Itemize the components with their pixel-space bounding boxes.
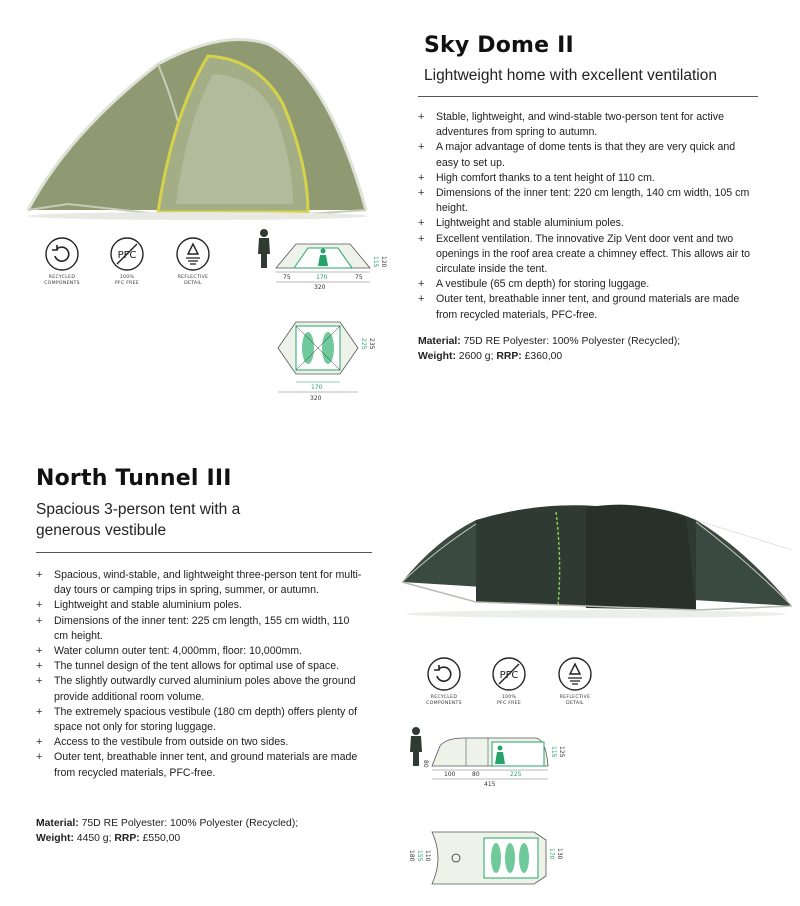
badge-caption: 100% PFC FREE (496, 695, 522, 706)
pfc-icon (109, 236, 145, 272)
feature-item: + High comfort thanks to a tent height of 110 cm. (418, 171, 758, 186)
badge-caption: REFLECTIVE DETAIL (559, 695, 591, 706)
feature-item: + Lightweight and stable aluminium poles. (36, 598, 366, 613)
sky-dome-feature-list (418, 110, 758, 323)
svg-text:125: 125 (558, 746, 565, 758)
feature-item: + The slightly outwardly curved aluminium poles above the ground provide additional room volume. (36, 674, 366, 704)
svg-text:225: 225 (510, 771, 522, 778)
svg-text:100: 100 (444, 771, 456, 778)
svg-text:225: 225 (360, 338, 367, 350)
north-tunnel-tent-photo (396, 490, 796, 630)
svg-text:320: 320 (314, 284, 326, 291)
feature-item: + Dimensions of the inner tent: 220 cm length, 140 cm width, 105 cm height. (418, 186, 758, 216)
badge-recycled (36, 236, 88, 287)
svg-text:320: 320 (310, 395, 322, 402)
svg-text:170: 170 (311, 384, 323, 391)
svg-text:80: 80 (422, 760, 429, 768)
north-tunnel-top-diagram (404, 826, 564, 890)
svg-text:415: 415 (484, 781, 496, 788)
svg-text:120: 120 (380, 256, 387, 268)
feature-item: + Lightweight and stable aluminium poles. (418, 216, 758, 231)
svg-text:115: 115 (372, 256, 379, 268)
pfc-icon (491, 656, 527, 692)
badge-pfc-free (101, 236, 153, 287)
sky-dome-divider (418, 96, 758, 97)
badge-recycled (418, 656, 470, 707)
feature-item: + Dimensions of the inner tent: 225 cm length, 155 cm width, 110 cm height. (36, 614, 366, 644)
svg-text:PFC: PFC (117, 250, 137, 261)
svg-text:75: 75 (355, 274, 363, 281)
reflective-icon (557, 656, 593, 692)
badge-reflective (549, 656, 601, 707)
north-tunnel-feature-list (36, 568, 366, 781)
person-silhouette (258, 229, 270, 268)
sky-dome-specs: Material: 75D RE Polyester: 100% Polyester (Recycled); Weight: 2600 g; RRP: £360,00 (418, 336, 681, 362)
svg-text:155: 155 (416, 850, 423, 862)
north-tunnel-title: North Tunnel III (36, 466, 232, 491)
badge-pfc-free (483, 656, 535, 707)
badge-caption: 100% PFC FREE (114, 275, 140, 286)
svg-text:110: 110 (424, 850, 431, 862)
person-silhouette (410, 727, 422, 766)
badge-caption: RECYCLED COMPONENTS (426, 695, 462, 706)
feature-item: + Outer tent, breathable inner tent, and ground materials are made from recycled materials, PFC-free. (418, 292, 758, 322)
north-tunnel-side-diagram (404, 724, 564, 790)
sky-dome-title: Sky Dome II (424, 33, 574, 58)
north-tunnel-subtitle: Spacious 3-person tent with a generous vestibule (36, 501, 241, 539)
sky-dome-side-diagram (250, 226, 390, 294)
feature-item: + Access to the vestibule from outside on two sides. (36, 735, 366, 750)
recycle-icon (44, 236, 80, 272)
svg-text:235: 235 (368, 338, 375, 350)
svg-text:80: 80 (472, 771, 480, 778)
sky-dome-top-diagram (268, 318, 380, 408)
svg-text:130: 130 (556, 848, 563, 860)
svg-text:170: 170 (316, 274, 328, 281)
reflective-icon (175, 236, 211, 272)
north-tunnel-divider (36, 552, 372, 553)
svg-text:75: 75 (283, 274, 291, 281)
feature-item: + A major advantage of dome tents is that they are very quick and easy to set up. (418, 140, 758, 170)
badge-reflective (167, 236, 219, 287)
svg-text:115: 115 (550, 746, 557, 758)
svg-text:PFC: PFC (499, 670, 519, 681)
feature-item: + The extremely spacious vestibule (180 cm depth) offers plenty of space not only for storing luggage. (36, 705, 366, 735)
feature-item: + The tunnel design of the tent allows for optimal use of space. (36, 659, 366, 674)
svg-text:180: 180 (408, 850, 415, 862)
badge-caption: RECYCLED COMPONENTS (44, 275, 80, 286)
feature-item: + Excellent ventilation. The innovative Zip Vent door vent and two openings in the roof area create a chimney effect. This allows air to circulate inside the tent. (418, 232, 758, 278)
feature-item: + Water column outer tent: 4,000mm, floor: 10,000mm. (36, 644, 366, 659)
sky-dome-tent-photo (8, 24, 388, 224)
svg-text:170: 170 (548, 848, 555, 860)
feature-item: + Outer tent, breathable inner tent, and ground materials are made from recycled materials, PFC-free. (36, 750, 366, 780)
sky-dome-subtitle: Lightweight home with excellent ventilation (424, 67, 717, 84)
feature-item: + A vestibule (65 cm depth) for storing luggage. (418, 277, 758, 292)
feature-item: + Spacious, wind-stable, and lightweight three-person tent for multi-day tours or camping trips in spring, summer, or autumn. (36, 568, 366, 598)
recycle-icon (426, 656, 462, 692)
badge-caption: REFLECTIVE DETAIL (177, 275, 209, 286)
feature-item: + Stable, lightweight, and wind-stable two-person tent for active adventures from spring to autumn. (418, 110, 758, 140)
north-tunnel-specs: Material: 75D RE Polyester: 100% Polyester (Recycled); Weight: 4450 g; RRP: £550,00 (36, 818, 299, 844)
